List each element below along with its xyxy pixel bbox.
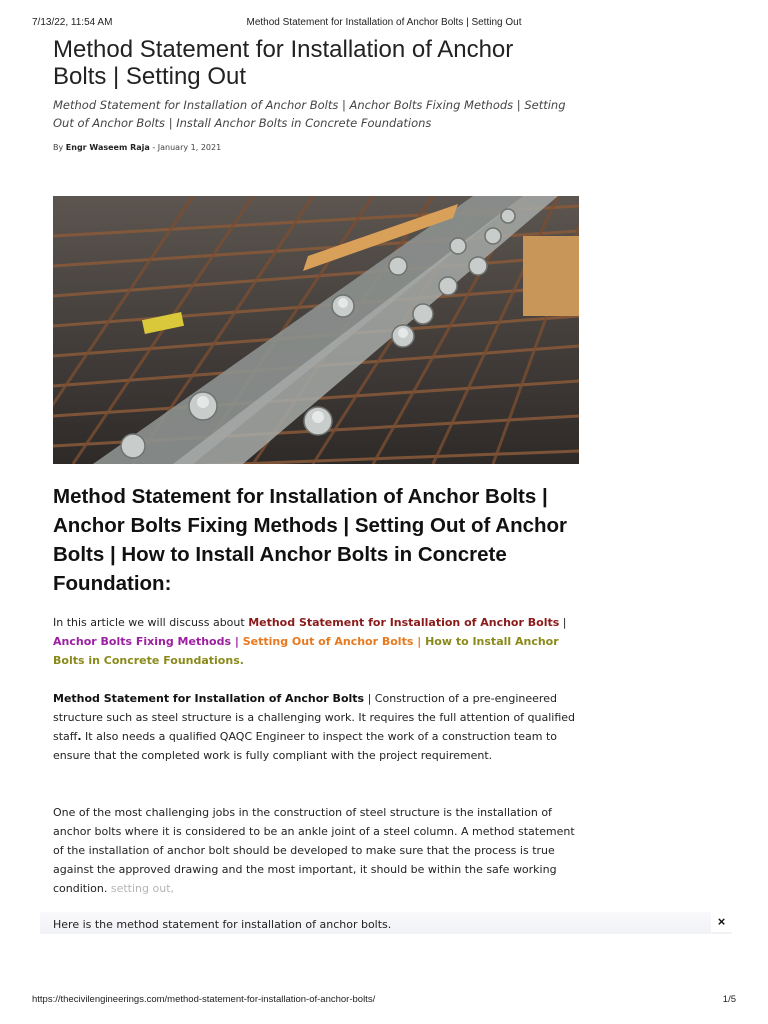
print-page-title: Method Statement for Installation of Anchor Bolts | Setting Out (246, 17, 522, 28)
anchor-bolt-construction-photo (53, 196, 579, 464)
author-link[interactable]: Engr Waseem Raja (65, 143, 150, 152)
by-label: By (53, 143, 64, 152)
hero-image (53, 196, 579, 464)
print-datetime: 7/13/22, 11:54 AM (32, 17, 113, 28)
print-header (32, 17, 736, 31)
paragraph-text-b: It also needs a qualified QAQC Engineer to inspect the work of a construction team to ensure that the completed work is fully compliant with the project requirement. (53, 730, 558, 762)
byline-separator: - (152, 143, 156, 152)
intro-sep-1: | (559, 616, 567, 629)
link-method-statement[interactable]: Method Statement for Installation of Anchor Bolts (248, 616, 560, 629)
intro-sep-2: | (231, 635, 243, 648)
intro-lead: In this article we will discuss about (53, 616, 249, 629)
intro-paragraph (53, 613, 583, 670)
link-install-anchor-bolts[interactable]: How to Install Anchor Bolts in Concrete Foundations. (53, 635, 559, 667)
link-setting-out[interactable]: Setting Out of Anchor Bolts (242, 635, 414, 648)
intro-sep-3: | (413, 635, 426, 648)
link-fixing-methods[interactable]: Anchor Bolts Fixing Methods (53, 635, 232, 648)
print-url: https://thecivilengineerings.com/method-statement-for-installation-of-anchor-bolts/ (32, 994, 376, 1005)
article-title: Method Statement for Installation of Anchor Bolts | Setting Out (53, 36, 514, 90)
byline (53, 143, 221, 152)
close-icon: × (717, 914, 726, 929)
article-subtitle: Method Statement for Installation of Anchor Bolts | Anchor Bolts Fixing Methods | Setting Out of Anchor Bolts | Install Anchor Bolts in Concrete Foundations (53, 98, 566, 130)
section-heading: Method Statement for Installation of Anchor Bolts | Anchor Bolts Fixing Methods | Setting Out of Anchor Bolts | How to Install Anchor Bolts in Concrete Foundation: (53, 485, 568, 595)
paragraph-text: One of the most challenging jobs in the construction of steel structure is the installation of anchor bolts where it is considered to be an ankle joint of a steel column. A method statement of the installation of anchor bolt should be developed to make sure that the process is true against the approved drawing and the most important, it should be within the safe working condition. (53, 806, 575, 895)
paragraph-text-a: | Construction of a pre-engineered structure such as steel structure is a challenging work. It requires the full attention of qualified staff (53, 692, 576, 743)
paragraph-bold-lead: Method Statement for Installation of Anchor Bolts (53, 692, 365, 705)
sticky-text: Here is the method statement for installation of anchor bolts. (53, 918, 392, 931)
close-button[interactable] (711, 912, 732, 932)
publish-date: January 1, 2021 (157, 143, 222, 152)
sticky-text-bar (40, 912, 732, 934)
page-number: 1/5 (722, 994, 736, 1005)
print-footer (32, 994, 736, 1006)
faded-link-setting-out[interactable]: setting out, (110, 882, 175, 895)
paragraph-construction (53, 689, 583, 765)
paragraph-period: . (77, 730, 82, 743)
paragraph-challenging-jobs (53, 803, 583, 898)
